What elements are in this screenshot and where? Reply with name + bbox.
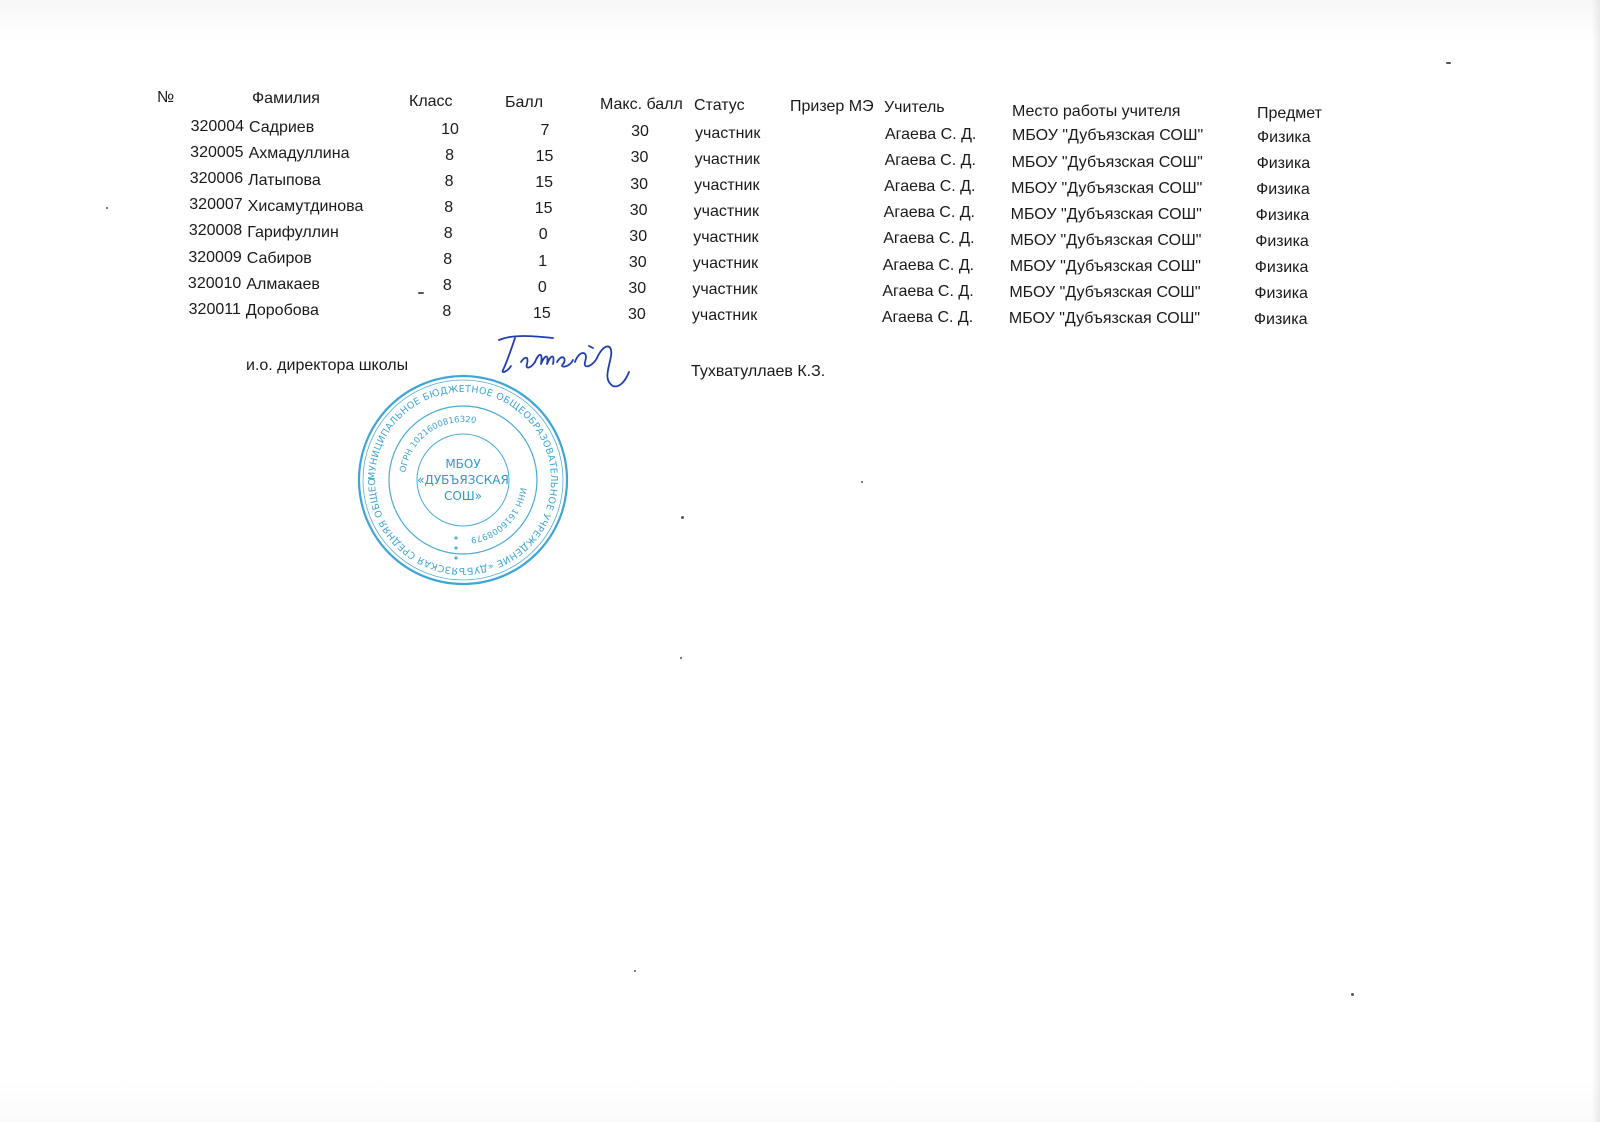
cell-num: 320009 bbox=[188, 248, 242, 266]
cell-teacher: Агаева С. Д. bbox=[884, 178, 976, 196]
cell-workplace: МБОУ "Дубъязская СОШ" bbox=[1012, 127, 1204, 145]
cell-max-score: 30 bbox=[627, 306, 646, 324]
cell-surname: Садриев bbox=[249, 119, 315, 137]
cell-max-score: 30 bbox=[629, 227, 648, 245]
cell-workplace: МБОУ "Дубъязская СОШ" bbox=[1008, 310, 1201, 328]
cell-grade: 8 bbox=[444, 172, 454, 190]
cell-num: 320008 bbox=[188, 222, 243, 240]
scan-speck bbox=[1446, 62, 1451, 64]
cell-subject: Физика bbox=[1253, 311, 1308, 329]
header-teacher: Учитель bbox=[884, 99, 945, 116]
cell-teacher: Агаева С. Д. bbox=[885, 126, 977, 144]
cell-max-score: 30 bbox=[630, 175, 648, 193]
cell-status: участник bbox=[694, 150, 760, 168]
table-row bbox=[0, 273, 1308, 303]
cell-grade: 10 bbox=[441, 120, 459, 138]
table-row bbox=[0, 142, 1311, 172]
cell-workplace: МБОУ "Дубъязская СОШ" bbox=[1010, 205, 1202, 223]
table-row bbox=[0, 194, 1310, 225]
cell-max-score: 30 bbox=[631, 123, 649, 141]
cell-num: 320005 bbox=[190, 144, 244, 162]
cell-max-score: 30 bbox=[630, 149, 649, 167]
cell-subject: Физика bbox=[1255, 207, 1310, 225]
cell-grade: 8 bbox=[445, 146, 455, 164]
table-row bbox=[0, 220, 1309, 251]
header-prize: Призер МЭ bbox=[790, 98, 874, 115]
stamp-line-2: «ДУБЪЯЗСКАЯ bbox=[417, 473, 509, 487]
cell-teacher: Агаева С. Д. bbox=[883, 204, 975, 222]
cell-teacher: Агаева С. Д. bbox=[882, 282, 974, 300]
cell-max-score: 30 bbox=[629, 201, 648, 219]
cell-workplace: МБОУ "Дубъязская СОШ" bbox=[1011, 153, 1203, 171]
cell-status: участник bbox=[692, 281, 758, 299]
cell-status: участник bbox=[693, 203, 759, 221]
director-name: Тухватуллаев К.З. bbox=[691, 363, 826, 380]
svg-text:ИНН 1616008979: ИНН 1616008979 bbox=[470, 486, 528, 545]
scan-speck bbox=[418, 292, 424, 294]
cell-score: 7 bbox=[540, 122, 550, 140]
scan-speck bbox=[1351, 993, 1354, 996]
cell-teacher: Агаева С. Д. bbox=[884, 152, 976, 170]
table-row bbox=[0, 299, 1308, 329]
stamp-line-3: СОШ» bbox=[444, 489, 482, 503]
header-num: № bbox=[157, 89, 175, 106]
cell-workplace: МБОУ "Дубъязская СОШ" bbox=[1011, 179, 1203, 197]
cell-surname: Сабиров bbox=[246, 249, 312, 267]
cell-workplace: МБОУ "Дубъязская СОШ" bbox=[1010, 231, 1202, 249]
svg-text:ОГРН 1021600816320: ОГРН 1021600816320 bbox=[398, 414, 478, 474]
header-grade: Класс bbox=[409, 93, 453, 110]
cell-surname: Латыпова bbox=[248, 171, 321, 189]
cell-score: 15 bbox=[534, 200, 553, 218]
cell-num: 320010 bbox=[187, 274, 242, 292]
cell-surname: Ахмадуллина bbox=[248, 145, 350, 163]
stamp-line-1: МБОУ bbox=[445, 457, 481, 471]
header-score: Балл bbox=[505, 94, 544, 111]
cell-grade: 8 bbox=[443, 225, 453, 243]
table-row bbox=[0, 116, 1311, 146]
cell-score: 0 bbox=[537, 278, 547, 296]
cell-surname: Доробова bbox=[245, 302, 319, 320]
cell-num: 320007 bbox=[189, 196, 243, 214]
cell-grade: 8 bbox=[442, 303, 452, 321]
header-workplace: Место работы учителя bbox=[1012, 103, 1181, 120]
cell-num: 320011 bbox=[188, 300, 241, 318]
cell-score: 15 bbox=[532, 304, 551, 322]
cell-score: 0 bbox=[538, 226, 548, 244]
header-max-score: Макс. балл bbox=[600, 96, 683, 113]
cell-status: участник bbox=[694, 176, 760, 194]
header-subject: Предмет bbox=[1257, 105, 1322, 122]
cell-max-score: 30 bbox=[628, 279, 647, 297]
cell-surname: Хисамутдинова bbox=[247, 197, 364, 215]
cell-score: 15 bbox=[535, 174, 553, 192]
table-row bbox=[0, 168, 1310, 198]
cell-teacher: Агаева С. Д. bbox=[881, 308, 974, 326]
cell-status: участник bbox=[692, 255, 759, 273]
cell-num: 320006 bbox=[189, 170, 244, 188]
cell-subject: Физика bbox=[1256, 180, 1310, 198]
scan-speck bbox=[861, 481, 863, 483]
director-title: и.о. директора школы bbox=[246, 357, 409, 374]
cell-status: участник bbox=[695, 124, 761, 142]
cell-workplace: МБОУ "Дубъязская СОШ" bbox=[1009, 284, 1201, 302]
cell-subject: Физика bbox=[1257, 128, 1311, 146]
header-surname: Фамилия bbox=[252, 90, 320, 107]
cell-status: участник bbox=[693, 229, 759, 247]
cell-grade: 8 bbox=[444, 198, 454, 216]
cell-max-score: 30 bbox=[628, 253, 647, 271]
scan-speck bbox=[634, 970, 636, 972]
table-row bbox=[0, 247, 1309, 277]
cell-teacher: Агаева С. Д. bbox=[883, 230, 975, 248]
cell-score: 1 bbox=[538, 252, 548, 270]
school-stamp bbox=[356, 373, 570, 587]
cell-num: 320004 bbox=[190, 118, 244, 135]
svg-text:МУНИЦИПАЛЬНОЕ БЮДЖЕТНОЕ ОБЩЕОБ: МУНИЦИПАЛЬНОЕ БЮДЖЕТНОЕ ОБЩЕОБРАЗОВАТЕЛЬНОЕ УЧРЕЖДЕНИЕ «ДУБЪЯЗСКАЯ СРЕДНЯЯ ОБЩЕО bbox=[366, 383, 560, 577]
stamp-seal-icon bbox=[356, 373, 570, 587]
scan-speck bbox=[680, 657, 682, 659]
header-status: Статус bbox=[694, 97, 745, 114]
scan-speck bbox=[681, 516, 684, 519]
cell-workplace: МБОУ "Дубъязская СОШ" bbox=[1009, 257, 1201, 275]
cell-status: участник bbox=[691, 307, 758, 325]
cell-surname: Алмакаев bbox=[246, 275, 320, 293]
scan-edge-shadow bbox=[1592, 0, 1600, 1122]
cell-subject: Физика bbox=[1256, 154, 1311, 172]
scan-speck bbox=[106, 207, 108, 209]
cell-teacher: Агаева С. Д. bbox=[882, 256, 975, 274]
cell-subject: Физика bbox=[1255, 233, 1309, 251]
cell-score: 15 bbox=[535, 148, 554, 166]
cell-subject: Физика bbox=[1254, 259, 1309, 277]
cell-grade: 8 bbox=[442, 277, 452, 295]
cell-surname: Гарифуллин bbox=[247, 223, 339, 241]
cell-grade: 8 bbox=[443, 251, 453, 269]
cell-subject: Физика bbox=[1254, 285, 1308, 303]
